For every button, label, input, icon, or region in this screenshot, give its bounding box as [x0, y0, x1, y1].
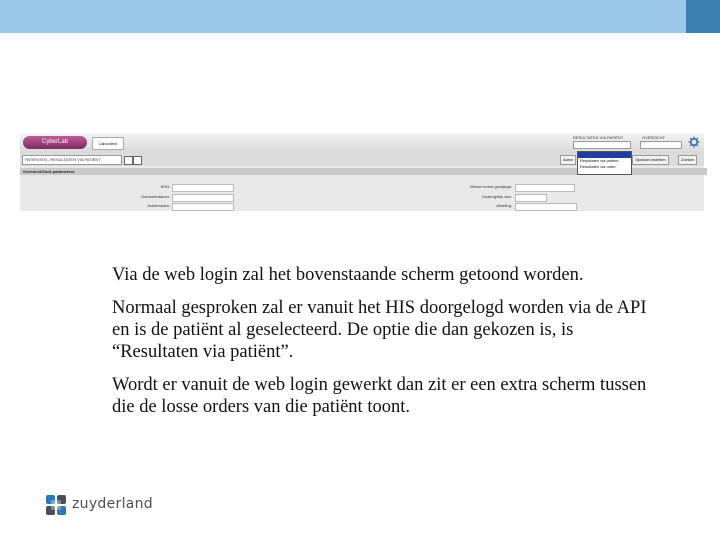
paragraph-1: Via de web login zal het bovenstaande scherm getoond worden. [112, 265, 584, 285]
view-select[interactable] [573, 141, 631, 149]
department-select[interactable] [515, 203, 577, 211]
birthdate-input[interactable] [172, 194, 234, 202]
search-button[interactable]: Zoeken [678, 155, 697, 165]
department-label: Afdeling: [496, 203, 512, 208]
zuyderland-logo-icon [45, 494, 67, 516]
recent-input[interactable] [515, 184, 575, 192]
view-dropdown-list[interactable] [577, 151, 632, 175]
save-settings-button[interactable]: Opslaan instellen [632, 155, 669, 165]
labcollect-tab[interactable]: Labcollect [92, 137, 124, 150]
overview-label: OVERZICHT [642, 135, 666, 140]
older-than-label: Ouder/gelijk dan: [481, 194, 512, 199]
overview-select[interactable] [640, 141, 682, 149]
settings-gear-icon[interactable] [688, 136, 700, 148]
search-icon[interactable] [133, 156, 142, 165]
bsn-input[interactable] [172, 184, 234, 192]
section-title: Overzicht/Zoek parameters [20, 168, 707, 175]
dropdown-option[interactable]: Resultaten via patiënt [580, 158, 619, 163]
recent-label: Meest recent gewijzigd: [470, 184, 512, 189]
paragraph-3: Wordt er vanuit de web login gewerkt dan zit er een extra scherm tussen die de losse orders van die patiënt toont. [112, 375, 647, 417]
birthdate-label: Geboortedatum: [141, 194, 170, 199]
top-banner-accent [686, 0, 720, 33]
patient-view-select[interactable]: PATIËNTEN - RESULTATEN VIA PATIËNT [22, 155, 122, 165]
body-text [112, 264, 652, 429]
older-than-input[interactable] [515, 194, 547, 202]
lastname-label: Achternaam: [147, 203, 170, 208]
dropdown-option[interactable]: Resultaten via order [580, 164, 616, 169]
app-logo[interactable]: CyberLab [23, 136, 87, 149]
brand-name: zuyderland [72, 496, 153, 512]
brand-logo [45, 494, 153, 516]
embedded-screenshot [20, 133, 704, 211]
refresh-icon[interactable] [124, 156, 133, 165]
request-button[interactable]: Aanvr [560, 155, 576, 165]
top-banner [0, 0, 720, 33]
paragraph-2: Normaal gesproken zal er vanuit het HIS doorgelogd worden via de API en is de patiënt al geselecteerd. De optie die dan gekozen is, is “Resultaten via patiënt”. [112, 298, 647, 362]
view-select-label: RESULTATEN VIA PATIËNT [573, 135, 624, 140]
bsn-label: BSN: [160, 184, 170, 189]
lastname-input[interactable] [172, 203, 234, 211]
